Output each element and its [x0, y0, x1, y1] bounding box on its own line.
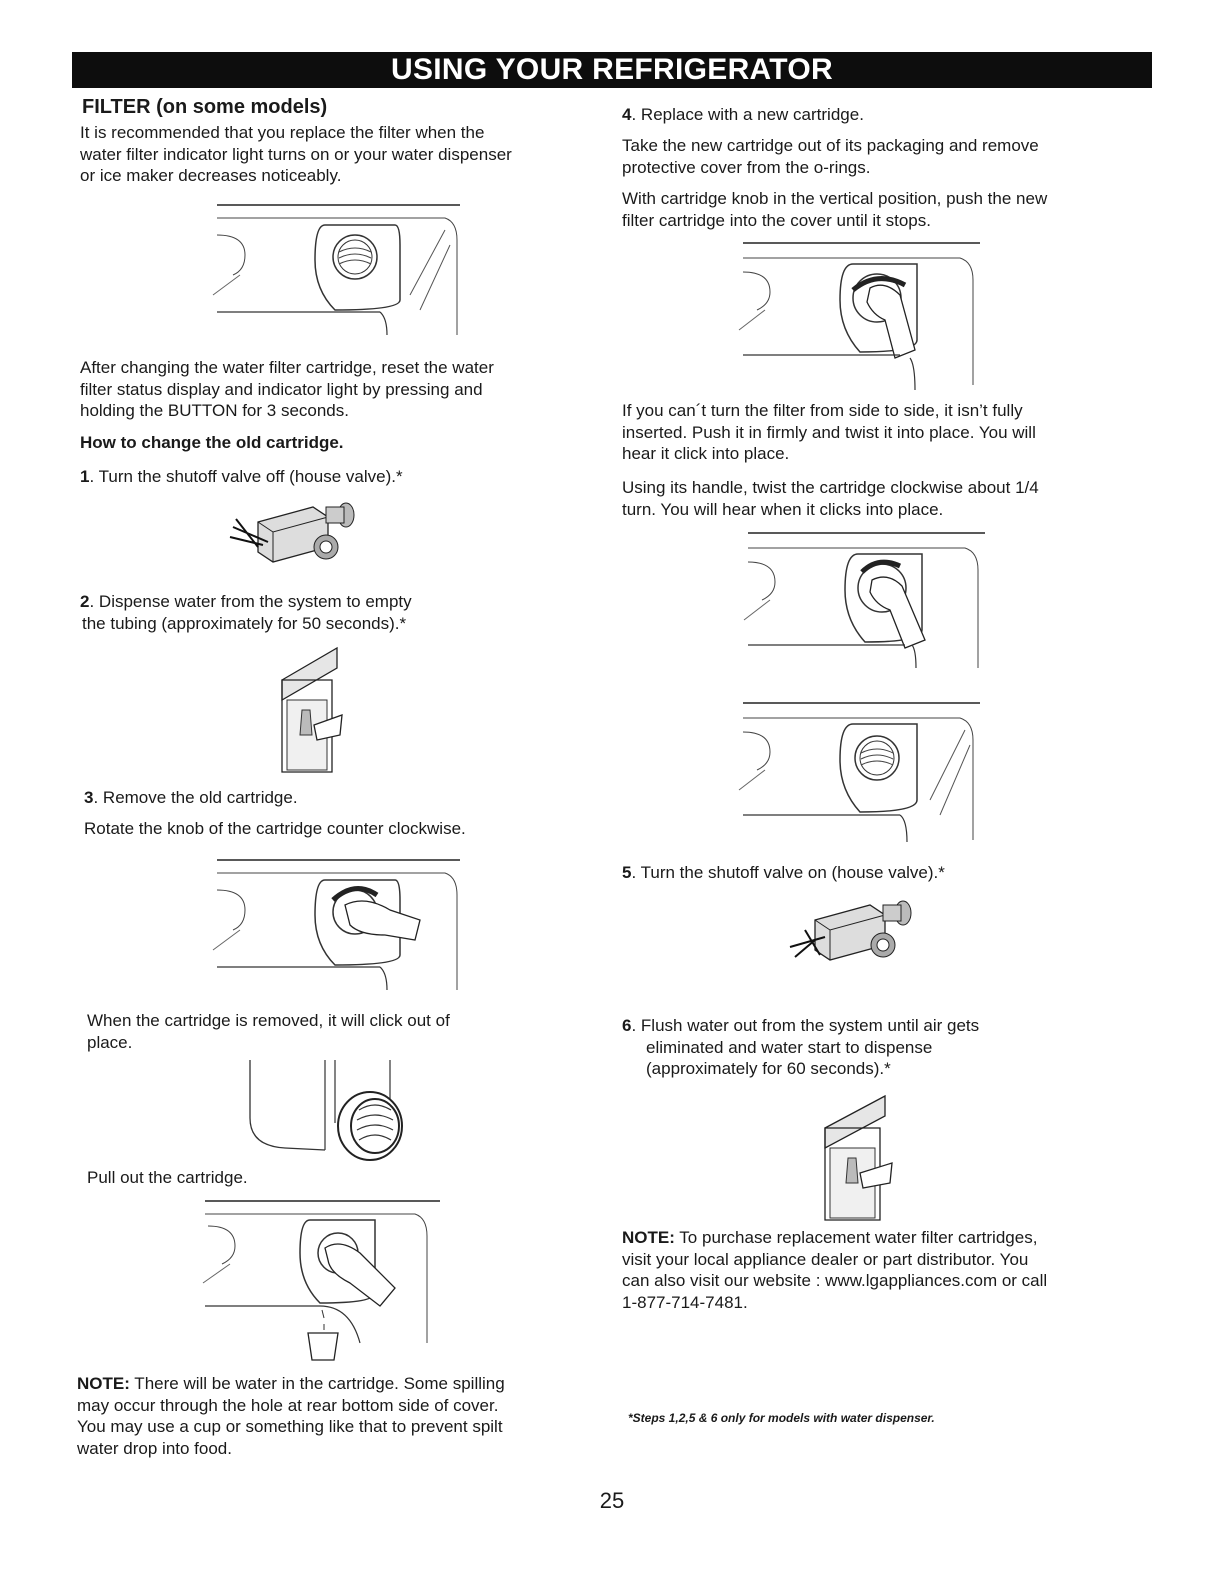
step-4-insert — [622, 188, 1047, 231]
insert-cartridge-figure — [735, 240, 985, 390]
step-number: 3 — [84, 788, 94, 807]
step-text: filter cartridge into the cover until it stops. — [622, 210, 931, 230]
twist-text — [622, 477, 1039, 520]
cartridge-click-out-figure — [245, 1058, 410, 1163]
step-number: 5 — [622, 863, 632, 882]
how-to-heading: How to change the old cartridge. — [80, 433, 344, 452]
step-text: . Remove the old cartridge. — [93, 788, 298, 807]
cant-turn-text — [622, 400, 1036, 465]
note-text: There will be water in the cartridge. Some spilling — [129, 1374, 505, 1393]
step-text: eliminated and water start to dispense — [646, 1037, 933, 1057]
step-text: . Dispense water from the system to empty — [89, 592, 412, 611]
intro-line: It is recommended that you replace the filter when the — [80, 123, 485, 142]
intro-line: water filter indicator light turns on or your water dispenser — [80, 144, 512, 164]
pull-out-text: Pull out the cartridge. — [87, 1168, 248, 1187]
note-label: NOTE: — [622, 1228, 675, 1247]
intro-line: or ice maker decreases noticeably. — [80, 166, 342, 185]
section-title: FILTER (on some models) — [82, 96, 328, 118]
header-title: USING YOUR REFRIGERATOR — [391, 53, 833, 86]
reset-line: After changing the water filter cartridge, reset the water — [80, 358, 494, 377]
note-text: may occur through the hole at rear bottom side of cover. — [77, 1395, 499, 1415]
step-2 — [80, 591, 412, 634]
twist-line: Using its handle, twist the cartridge clockwise about 1/4 — [622, 478, 1039, 497]
page-header — [72, 52, 1152, 88]
note-text: 1-877-714-7481. — [622, 1292, 748, 1312]
note-text: To purchase replacement water filter cartridges, — [674, 1228, 1038, 1247]
removed-line: place. — [87, 1032, 133, 1052]
step-4-unpack — [622, 135, 1039, 178]
step-6 — [622, 1015, 979, 1080]
step-text: . Replace with a new cartridge. — [631, 105, 864, 124]
step-number: 2 — [80, 592, 90, 611]
note-text: visit your local appliance dealer or part distributor. You — [622, 1249, 1029, 1269]
water-dispenser-flush-figure — [820, 1088, 900, 1223]
step-text: . Turn the shutoff valve off (house valve).* — [89, 467, 403, 486]
step-text: the tubing (approximately for 50 seconds).* — [82, 613, 407, 633]
installed-cartridge-figure — [735, 700, 985, 845]
water-dispenser-figure — [272, 640, 352, 775]
cant-turn-line: inserted. Push it in firmly and twist it into place. You will — [622, 422, 1036, 442]
reset-text — [80, 357, 494, 422]
step-5 — [622, 862, 945, 884]
twist-cartridge-figure — [740, 530, 990, 670]
cant-turn-line: hear it click into place. — [622, 444, 790, 463]
step-number: 6 — [622, 1016, 632, 1035]
step-3 — [84, 787, 298, 809]
page-number: 25 — [599, 1488, 625, 1513]
note-right — [622, 1227, 1142, 1313]
step-1 — [80, 466, 403, 488]
reset-line: holding the BUTTON for 3 seconds. — [80, 401, 349, 420]
step-text: . Turn the shutoff valve on (house valve).* — [631, 863, 945, 882]
step-text: . Flush water out from the system until air gets — [631, 1016, 980, 1035]
note-text: You may use a cup or something like that to prevent spilt — [77, 1417, 503, 1436]
note-left — [77, 1373, 597, 1459]
pull-out-cartridge-figure — [200, 1198, 440, 1363]
step-text: With cartridge knob in the vertical position, push the new — [622, 189, 1048, 208]
removed-text — [87, 1010, 450, 1053]
removed-line: When the cartridge is removed, it will click out of — [87, 1011, 450, 1030]
note-text: water drop into food. — [77, 1438, 232, 1458]
step-text: protective cover from the o-rings. — [622, 157, 871, 177]
rotate-text: Rotate the knob of the cartridge counter clockwise. — [84, 819, 466, 838]
reset-line: filter status display and indicator light by pressing and — [80, 379, 483, 399]
filter-cover-figure — [205, 200, 465, 340]
cant-turn-line: If you can´t turn the filter from side to side, it isn’t fully — [622, 401, 1023, 420]
step-text: Take the new cartridge out of its packaging and remove — [622, 136, 1039, 155]
twist-line: turn. You will hear when it clicks into place. — [622, 499, 944, 519]
footnote: *Steps 1,2,5 & 6 only for models with water dispenser. — [628, 1411, 935, 1425]
note-label: NOTE: — [77, 1374, 130, 1393]
step-number: 1 — [80, 467, 90, 486]
shutoff-valve-on-figure — [785, 895, 915, 970]
step-text: (approximately for 60 seconds).* — [646, 1059, 891, 1078]
note-text: can also visit our website : www.lgappliances.com or call — [622, 1271, 1048, 1290]
intro-text — [80, 122, 512, 187]
step-4 — [622, 104, 864, 126]
shutoff-valve-figure — [228, 497, 358, 572]
remove-cartridge-figure — [205, 855, 465, 995]
step-number: 4 — [622, 105, 632, 124]
